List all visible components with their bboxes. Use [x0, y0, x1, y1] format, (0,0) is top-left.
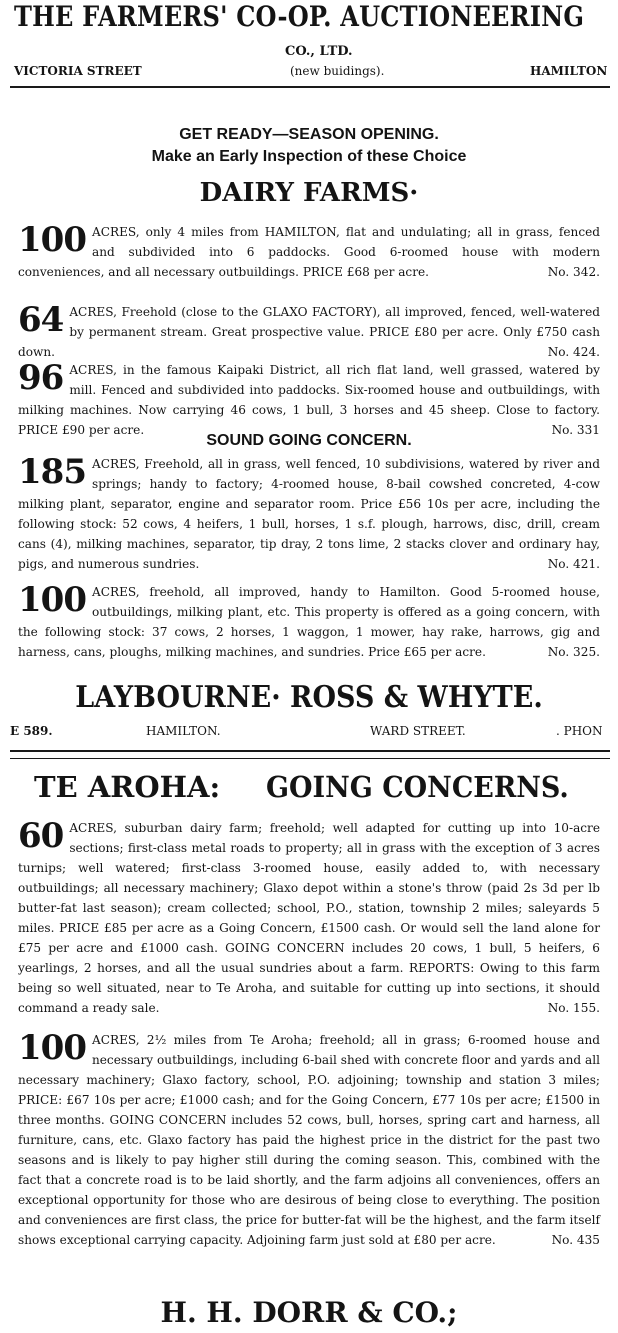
listing-ref: No. 155. — [547, 1001, 600, 1015]
listing-100-acres-going-concern — [18, 582, 600, 662]
listing-60-acres-te-aroha — [18, 818, 600, 1018]
listing-text: ACRES, 2½ miles from Te Aroha; freehold; all in grass; 6-roomed house and necessary outbuildings, including 6-bail shed with concrete floor and yards and all necessary machinery; Glaxo factory, school, P.O. adjoining; township and station 3 miles; PRICE: £67 10s per acre; £1000 cash; and for the Going Concern, £77 10s per acre; £1500 in three months. GOING CONCERN includes 52 cows, bull, horses, spring cart and harness, all furniture, cans, etc. Glaxo factory has paid the highest price in the district for the past two seasons and is likely to pay higher still during the coming season. This, combined with the fact that a concrete road is to be laid shortly, and the farm adjoins all conveniences, offers an exceptional opportunity for those who are desirous of being close to everything. The position and conveniences are first class, the price for butter-fat will be the highest, and the farm itself shows exceptional carrying capacity. Adjoining farm just sold at £80 per acre. — [18, 1033, 600, 1247]
listing-185-acres — [18, 454, 600, 574]
inspection-line: Make an Early Inspection of these Choice — [151, 148, 467, 165]
listing-acreage: 60 — [18, 816, 64, 856]
listing-ref: No. 331 — [551, 423, 600, 437]
season-opening-line: GET READY—SEASON OPENING. — [179, 126, 439, 143]
listing-ref: No. 325. — [547, 645, 600, 659]
listing-text: ACRES, freehold, all improved, handy to Hamilton. Good 5-roomed house, outbuildings, milking plant, etc. This property is offered as a going concern, with the following stock: 37 cows, 2 horses, 1 waggon, 1 mower, hay rake, harrows, gig and harness, cans, ploughs, milking machines, and sundries. Price £65 per acre. — [18, 585, 600, 659]
listing-text: ACRES, in the famous Kaipaki District, all rich flat land, well grassed, watered by mill. Fenced and subdivided into paddocks. Six-roomed house and outbuildings, with milking machines. Now carrying 46 cows, 1 bull, 3 horses and 45 sheep. Close to factory. PRICE £90 per acre. — [18, 363, 600, 437]
listing-ref: No. 435 — [551, 1233, 600, 1247]
listing-100-acres-hamilton — [18, 222, 600, 282]
masthead-rule — [10, 86, 610, 88]
section-divider-thin — [10, 758, 610, 759]
dorr-firm-name: H. H. DORR & CO.; — [160, 1296, 458, 1329]
listing-text: ACRES, Freehold (close to the GLAXO FACTORY), all improved, fenced, well-watered by permanent stream. Great prospective value. PRICE £80 per acre. Only £750 cash down. — [18, 305, 600, 359]
going-concerns-heading: GOING CONCERNS. — [266, 770, 569, 804]
listing-ref: No. 342. — [547, 265, 600, 279]
dairy-farms-heading: DAIRY FARMS· — [199, 178, 419, 208]
masthead-new-buildings: (new buidings). — [290, 64, 385, 78]
listing-acreage: 185 — [18, 452, 86, 492]
masthead-town: HAMILTON — [530, 64, 608, 78]
listing-ref: No. 421. — [547, 557, 600, 571]
te-aroha-heading: TE AROHA: — [34, 770, 221, 804]
listing-100-acres-te-aroha — [18, 1030, 600, 1250]
listing-text: ACRES, only 4 miles from HAMILTON, flat and undulating; all in grass, fenced and subdivided into 6 paddocks. Good 6-roomed house with modern conveniences, and all necessary outbuildings. PRICE £68 per acre. — [18, 225, 600, 279]
listing-ref: No. 424. — [547, 345, 600, 359]
section-divider — [10, 750, 610, 752]
listing-acreage: 64 — [18, 300, 64, 340]
listing-acreage: 100 — [18, 220, 86, 260]
phone-fragment: E 589. — [10, 724, 53, 738]
masthead-co-ltd: CO., LTD. — [285, 44, 353, 59]
sound-going-concern-heading: SOUND GOING CONCERN. — [206, 432, 412, 449]
listing-acreage: 100 — [18, 1028, 86, 1068]
listing-text: ACRES, Freehold, all in grass, well fenced, 10 subdivisions, watered by river and springs; handy to factory; 4-roomed house, 8-bail cowshed concreted, 4-cow milking plant, separator, engine and separator room. Price £56 10s per acre, including the following stock: 52 cows, 4 heifers, 1 bull, horses, 1 s.f. plough, harrows, disc, drill, cream cans (4), milking machines, separator, tip dray, 2 tons lime, 2 stacks clover and ordinary hay, pigs, and numerous sundries. — [18, 457, 600, 571]
laybourne-street: WARD STREET. — [370, 724, 466, 738]
laybourne-town: HAMILTON. — [146, 724, 221, 738]
listing-text: ACRES, suburban dairy farm; freehold; well adapted for cutting up into 10-acre sections; first-class metal roads to property; all in grass with the exception of 3 acres turnips; well watered; first-class 3-roomed house, easily added to, with necessary outbuildings; all necessary machinery; Glaxo depot within a stone's throw (paid 2s 3d per lb butter-fat last season); cream collected; school, P.O., station, township 2 miles; saleyards 5 miles. PRICE £85 per acre as a Going Concern, £1500 cash. Or would sell the land alone for £75 per acre and £1000 cash. GOING CONCERN includes 20 cows, 1 bull, 5 heifers, 6 yearlings, 2 horses, and all the usual sundries about a farm. REPORTS: Owing to this farm being so well situated, near to Te Aroha, and suitable for cutting up into sections, it should command a ready sale. — [18, 821, 600, 1015]
masthead-title: THE FARMERS' CO-OP. AUCTIONEERING — [14, 0, 585, 33]
listing-acreage: 96 — [18, 358, 64, 398]
listing-acreage: 100 — [18, 580, 86, 620]
listing-96-acres-kaipaki — [18, 360, 600, 440]
listing-64-acres-glaxo — [18, 302, 600, 362]
laybourne-firm-name: LAYBOURNE· ROSS & WHYTE. — [75, 680, 543, 715]
phone-label: . PHON — [556, 724, 603, 738]
masthead-street: VICTORIA STREET — [14, 64, 142, 78]
